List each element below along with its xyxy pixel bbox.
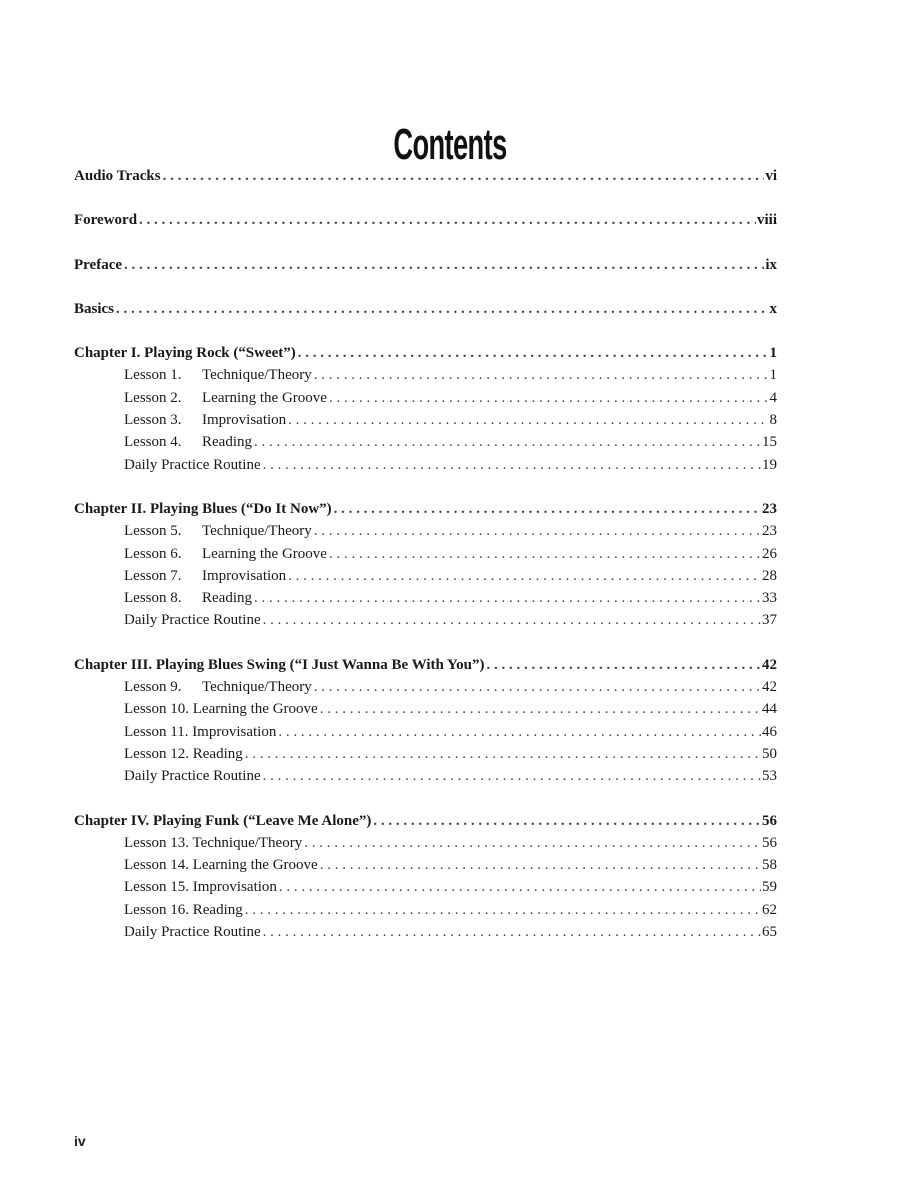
lesson-label: Learning the Groove — [202, 389, 327, 406]
lesson-page: 4 — [769, 389, 777, 406]
lesson-label: Lesson 12. Reading — [124, 745, 243, 762]
lesson-page: 56 — [762, 834, 777, 851]
lesson-label: Daily Practice Routine — [124, 456, 261, 473]
toc-entry-preface[interactable] — [74, 254, 777, 276]
lesson-label: Lesson 15. Improvisation — [124, 879, 277, 896]
lesson-label: Improvisation — [202, 567, 287, 584]
lesson-page: 46 — [762, 723, 777, 740]
dot-leader — [320, 854, 761, 876]
entry-page: viii — [756, 212, 777, 229]
toc-lesson[interactable] — [74, 364, 777, 386]
table-of-contents — [74, 165, 777, 943]
toc-lesson[interactable] — [74, 676, 777, 698]
lesson-page: 37 — [762, 612, 777, 629]
lesson-page: 33 — [762, 590, 777, 607]
toc-lesson[interactable] — [74, 387, 777, 409]
dot-leader — [263, 454, 761, 476]
entry-label: Foreword — [74, 212, 138, 229]
chapter-page: 23 — [762, 500, 777, 517]
toc-lesson[interactable] — [74, 899, 777, 921]
lesson-page: 44 — [762, 701, 777, 718]
chapter-page: 56 — [762, 812, 777, 829]
lesson-label: Lesson 16. Reading — [124, 901, 243, 918]
lesson-label: Lesson 13. Technique/Theory — [124, 834, 303, 851]
toc-lesson[interactable] — [74, 520, 777, 542]
dot-leader — [487, 654, 761, 676]
lesson-label: Technique/Theory — [202, 679, 312, 696]
lesson-label: Daily Practice Routine — [124, 768, 261, 785]
dot-leader — [278, 721, 761, 743]
chapter-label: Chapter III. Playing Blues Swing (“I Just Wanna Be With You”) — [74, 656, 485, 673]
chapter-label: Chapter I. Playing Rock (“Sweet”) — [74, 345, 296, 362]
dot-leader — [116, 298, 768, 320]
entry-label: Preface — [74, 256, 123, 273]
lesson-label: Lesson 14. Learning the Groove — [124, 857, 318, 874]
lesson-number: Lesson 8. — [124, 590, 182, 607]
toc-chapter-4[interactable] — [74, 810, 777, 832]
entry-page: x — [769, 300, 777, 317]
dot-leader — [263, 609, 761, 631]
dot-leader — [163, 165, 765, 187]
lesson-page: 58 — [762, 857, 777, 874]
dot-leader — [254, 431, 761, 453]
toc-lesson[interactable] — [74, 543, 777, 565]
lesson-label: Technique/Theory — [202, 367, 312, 384]
lesson-page: 1 — [769, 367, 777, 384]
chapter-page: 1 — [769, 345, 777, 362]
lesson-page: 59 — [762, 879, 777, 896]
lesson-page: 8 — [769, 412, 777, 429]
dot-leader — [314, 676, 761, 698]
lesson-number: Lesson 1. — [124, 367, 182, 384]
toc-chapter-2[interactable] — [74, 498, 777, 520]
lesson-page: 62 — [762, 901, 777, 918]
toc-chapter-1[interactable] — [74, 342, 777, 364]
lesson-label: Improvisation — [202, 412, 287, 429]
toc-lesson[interactable] — [74, 565, 777, 587]
entry-label: Audio Tracks — [74, 168, 161, 184]
lesson-label: Technique/Theory — [202, 523, 312, 540]
dot-leader — [288, 409, 768, 431]
lesson-page: 65 — [762, 924, 777, 941]
chapter-label: Chapter IV. Playing Funk (“Leave Me Alone”) — [74, 812, 372, 829]
lesson-number: Lesson 4. — [124, 434, 182, 451]
entry-page: vi — [765, 168, 777, 184]
toc-lesson[interactable] — [74, 743, 777, 765]
lesson-page: 26 — [762, 545, 777, 562]
toc-entry-basics[interactable] — [74, 298, 777, 320]
toc-lesson[interactable] — [74, 587, 777, 609]
lesson-number: Lesson 7. — [124, 567, 182, 584]
toc-daily-practice[interactable] — [74, 454, 777, 476]
lesson-label: Reading — [202, 434, 252, 451]
toc-lesson[interactable] — [74, 876, 777, 898]
toc-entry-foreword[interactable] — [74, 209, 777, 231]
page-number: iv — [74, 1133, 86, 1149]
toc-lesson[interactable] — [74, 721, 777, 743]
lesson-page: 42 — [762, 679, 777, 696]
toc-chapter-3[interactable] — [74, 654, 777, 676]
lesson-page: 15 — [762, 434, 777, 451]
lesson-page: 19 — [762, 456, 777, 473]
toc-daily-practice[interactable] — [74, 765, 777, 787]
lesson-label: Learning the Groove — [202, 545, 327, 562]
toc-lesson[interactable] — [74, 409, 777, 431]
dot-leader — [329, 387, 769, 409]
chapter-label: Chapter II. Playing Blues (“Do It Now”) — [74, 500, 332, 517]
toc-daily-practice[interactable] — [74, 921, 777, 943]
dot-leader — [314, 520, 761, 542]
dot-leader — [298, 342, 769, 364]
dot-leader — [245, 899, 761, 921]
dot-leader — [263, 921, 761, 943]
toc-lesson[interactable] — [74, 832, 777, 854]
dot-leader — [288, 565, 761, 587]
lesson-label: Daily Practice Routine — [124, 612, 261, 629]
page-title: Contents — [393, 120, 507, 169]
lesson-number: Lesson 2. — [124, 389, 182, 406]
dot-leader — [314, 364, 769, 386]
dot-leader — [373, 810, 761, 832]
dot-leader — [263, 765, 761, 787]
dot-leader — [329, 543, 761, 565]
lesson-page: 50 — [762, 745, 777, 762]
lesson-number: Lesson 5. — [124, 523, 182, 540]
lesson-label: Lesson 11. Improvisation — [124, 723, 277, 740]
dot-leader — [254, 587, 761, 609]
lesson-label: Lesson 10. Learning the Groove — [124, 701, 318, 718]
lesson-page: 53 — [762, 768, 777, 785]
dot-leader — [124, 254, 764, 276]
toc-lesson[interactable] — [74, 698, 777, 720]
entry-page: ix — [765, 256, 777, 273]
dot-leader — [245, 743, 761, 765]
dot-leader — [334, 498, 761, 520]
toc-daily-practice[interactable] — [74, 609, 777, 631]
toc-lesson[interactable] — [74, 431, 777, 453]
dot-leader — [279, 876, 761, 898]
lesson-page: 28 — [762, 567, 777, 584]
lesson-number: Lesson 6. — [124, 545, 182, 562]
dot-leader — [304, 832, 761, 854]
lesson-label: Daily Practice Routine — [124, 924, 261, 941]
lesson-page: 23 — [762, 523, 777, 540]
toc-entry-audio-tracks[interactable] — [74, 165, 777, 187]
dot-leader — [139, 209, 756, 231]
chapter-page: 42 — [762, 656, 777, 673]
dot-leader — [320, 698, 761, 720]
lesson-label: Reading — [202, 590, 252, 607]
entry-label: Basics — [74, 300, 115, 317]
lesson-number: Lesson 3. — [124, 412, 182, 429]
lesson-number: Lesson 9. — [124, 679, 182, 696]
toc-lesson[interactable] — [74, 854, 777, 876]
